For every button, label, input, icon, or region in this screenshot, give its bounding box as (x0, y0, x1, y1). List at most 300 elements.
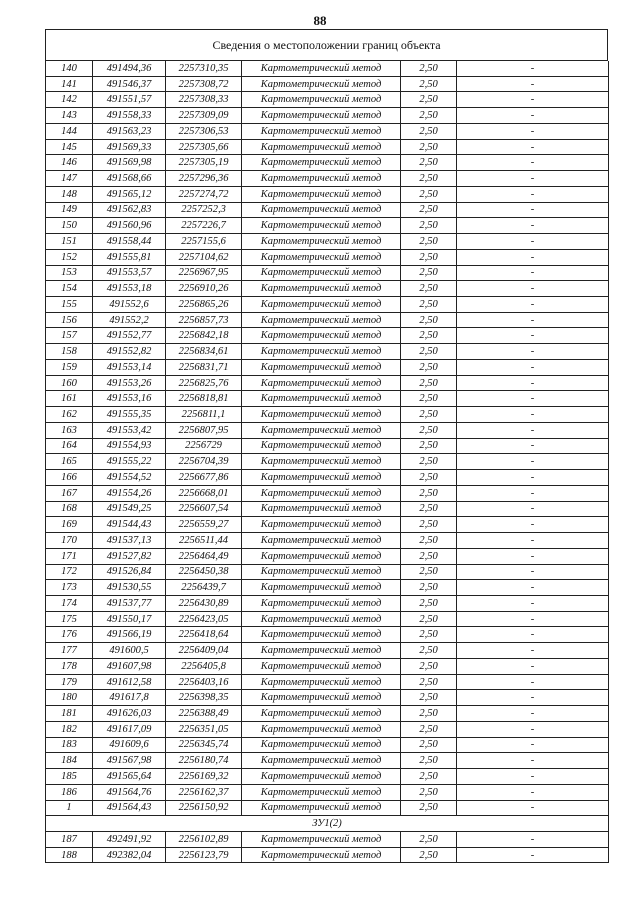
table-row (46, 627, 609, 643)
point-number-cell: 146 (46, 155, 93, 171)
point-number-cell: 155 (46, 297, 93, 313)
table-row (46, 344, 609, 360)
description-cell: - (457, 753, 609, 769)
description-cell: - (457, 580, 609, 596)
description-cell: - (457, 234, 609, 250)
description-cell: - (457, 627, 609, 643)
y-coordinate-cell: 2256439,7 (166, 580, 242, 596)
x-coordinate-cell: 491553,57 (93, 265, 166, 281)
y-coordinate-cell: 2256102,89 (166, 831, 242, 847)
x-coordinate-cell: 491563,23 (93, 123, 166, 139)
y-coordinate-cell: 2256831,71 (166, 359, 242, 375)
accuracy-cell: 2,50 (401, 61, 457, 76)
y-coordinate-cell: 2257308,72 (166, 76, 242, 92)
y-coordinate-cell: 2256559,27 (166, 517, 242, 533)
method-cell: Картометрический метод (242, 422, 401, 438)
point-number-cell: 140 (46, 61, 93, 76)
method-cell: Картометрический метод (242, 784, 401, 800)
table-row (46, 155, 609, 171)
accuracy-cell: 2,50 (401, 674, 457, 690)
method-cell: Картометрический метод (242, 171, 401, 187)
description-cell: - (457, 706, 609, 722)
x-coordinate-cell: 491549,25 (93, 501, 166, 517)
method-cell: Картометрический метод (242, 753, 401, 769)
point-number-cell: 148 (46, 186, 93, 202)
point-number-cell: 182 (46, 721, 93, 737)
description-cell: - (457, 407, 609, 423)
x-coordinate-cell: 491617,8 (93, 690, 166, 706)
x-coordinate-cell: 491565,64 (93, 769, 166, 785)
description-cell: - (457, 721, 609, 737)
table-row (46, 123, 609, 139)
description-cell: - (457, 784, 609, 800)
point-number-cell: 188 (46, 847, 93, 863)
table-row (46, 533, 609, 549)
y-coordinate-cell: 2257309,09 (166, 108, 242, 124)
table-row (46, 139, 609, 155)
point-number-cell: 166 (46, 470, 93, 486)
method-cell: Картометрический метод (242, 328, 401, 344)
table-row (46, 265, 609, 281)
y-coordinate-cell: 2256423,05 (166, 611, 242, 627)
table-row (46, 454, 609, 470)
y-coordinate-cell: 2256351,05 (166, 721, 242, 737)
y-coordinate-cell: 2256607,54 (166, 501, 242, 517)
description-cell: - (457, 76, 609, 92)
accuracy-cell: 2,50 (401, 123, 457, 139)
accuracy-cell: 2,50 (401, 784, 457, 800)
table-row (46, 595, 609, 611)
table-row (46, 784, 609, 800)
accuracy-cell: 2,50 (401, 234, 457, 250)
point-number-cell: 156 (46, 312, 93, 328)
accuracy-cell: 2,50 (401, 139, 457, 155)
table-row (46, 737, 609, 753)
coordinates-table (45, 61, 609, 863)
accuracy-cell: 2,50 (401, 595, 457, 611)
description-cell: - (457, 61, 609, 76)
y-coordinate-cell: 2256967,95 (166, 265, 242, 281)
method-cell: Картометрический метод (242, 407, 401, 423)
method-cell: Картометрический метод (242, 548, 401, 564)
accuracy-cell: 2,50 (401, 548, 457, 564)
method-cell: Картометрический метод (242, 76, 401, 92)
x-coordinate-cell: 491560,96 (93, 218, 166, 234)
accuracy-cell: 2,50 (401, 470, 457, 486)
x-coordinate-cell: 491565,12 (93, 186, 166, 202)
point-number-cell: 157 (46, 328, 93, 344)
x-coordinate-cell: 491609,6 (93, 737, 166, 753)
description-cell: - (457, 171, 609, 187)
x-coordinate-cell: 491558,44 (93, 234, 166, 250)
y-coordinate-cell: 2256729 (166, 438, 242, 454)
method-cell: Картометрический метод (242, 108, 401, 124)
description-cell: - (457, 391, 609, 407)
method-cell: Картометрический метод (242, 281, 401, 297)
x-coordinate-cell: 491600,5 (93, 643, 166, 659)
method-cell: Картометрический метод (242, 312, 401, 328)
description-cell: - (457, 454, 609, 470)
point-number-cell: 144 (46, 123, 93, 139)
x-coordinate-cell: 491569,33 (93, 139, 166, 155)
method-cell: Картометрический метод (242, 297, 401, 313)
description-cell: - (457, 108, 609, 124)
y-coordinate-cell: 2256169,32 (166, 769, 242, 785)
accuracy-cell: 2,50 (401, 249, 457, 265)
accuracy-cell: 2,50 (401, 831, 457, 847)
point-number-cell: 149 (46, 202, 93, 218)
table-row (46, 171, 609, 187)
description-cell: - (457, 218, 609, 234)
accuracy-cell: 2,50 (401, 76, 457, 92)
accuracy-cell: 2,50 (401, 359, 457, 375)
accuracy-cell: 2,50 (401, 391, 457, 407)
y-coordinate-cell: 2256857,73 (166, 312, 242, 328)
point-number-cell: 172 (46, 564, 93, 580)
accuracy-cell: 2,50 (401, 501, 457, 517)
x-coordinate-cell: 491550,17 (93, 611, 166, 627)
method-cell: Картометрический метод (242, 658, 401, 674)
description-cell: - (457, 485, 609, 501)
y-coordinate-cell: 2256834,61 (166, 344, 242, 360)
method-cell: Картометрический метод (242, 344, 401, 360)
point-number-cell: 164 (46, 438, 93, 454)
description-cell: - (457, 611, 609, 627)
table-row (46, 611, 609, 627)
accuracy-cell: 2,50 (401, 533, 457, 549)
table-row (46, 312, 609, 328)
description-cell: - (457, 422, 609, 438)
accuracy-cell: 2,50 (401, 580, 457, 596)
method-cell: Картометрический метод (242, 627, 401, 643)
point-number-cell: 160 (46, 375, 93, 391)
point-number-cell: 175 (46, 611, 93, 627)
description-cell: - (457, 92, 609, 108)
description-cell: - (457, 595, 609, 611)
method-cell: Картометрический метод (242, 234, 401, 250)
y-coordinate-cell: 2256807,95 (166, 422, 242, 438)
x-coordinate-cell: 491607,98 (93, 658, 166, 674)
x-coordinate-cell: 492382,04 (93, 847, 166, 863)
method-cell: Картометрический метод (242, 847, 401, 863)
method-cell: Картометрический метод (242, 517, 401, 533)
y-coordinate-cell: 2256345,74 (166, 737, 242, 753)
accuracy-cell: 2,50 (401, 108, 457, 124)
method-cell: Картометрический метод (242, 249, 401, 265)
table-row (46, 470, 609, 486)
table-row (46, 407, 609, 423)
table-row (46, 108, 609, 124)
description-cell: - (457, 800, 609, 816)
x-coordinate-cell: 491552,82 (93, 344, 166, 360)
table-row (46, 706, 609, 722)
description-cell: - (457, 328, 609, 344)
accuracy-cell: 2,50 (401, 721, 457, 737)
document-sheet (45, 29, 608, 863)
x-coordinate-cell: 491553,18 (93, 281, 166, 297)
point-number-cell: 183 (46, 737, 93, 753)
table-row (46, 800, 609, 816)
method-cell: Картометрический метод (242, 595, 401, 611)
y-coordinate-cell: 2256842,18 (166, 328, 242, 344)
point-number-cell: 180 (46, 690, 93, 706)
accuracy-cell: 2,50 (401, 265, 457, 281)
description-cell: - (457, 737, 609, 753)
accuracy-cell: 2,50 (401, 454, 457, 470)
y-coordinate-cell: 2257305,66 (166, 139, 242, 155)
table-row (46, 438, 609, 454)
description-cell: - (457, 831, 609, 847)
accuracy-cell: 2,50 (401, 690, 457, 706)
table-row (46, 517, 609, 533)
y-coordinate-cell: 2256464,49 (166, 548, 242, 564)
y-coordinate-cell: 2257308,33 (166, 92, 242, 108)
section-label: ЗУ1(2) (46, 816, 609, 832)
description-cell: - (457, 312, 609, 328)
description-cell: - (457, 359, 609, 375)
y-coordinate-cell: 2257252,3 (166, 202, 242, 218)
point-number-cell: 181 (46, 706, 93, 722)
description-cell: - (457, 769, 609, 785)
y-coordinate-cell: 2257310,35 (166, 61, 242, 76)
table-title: Сведения о местоположении границ объекта (45, 29, 608, 61)
method-cell: Картометрический метод (242, 155, 401, 171)
description-cell: - (457, 564, 609, 580)
description-cell: - (457, 265, 609, 281)
x-coordinate-cell: 491553,42 (93, 422, 166, 438)
description-cell: - (457, 501, 609, 517)
table-row (46, 690, 609, 706)
method-cell: Картометрический метод (242, 123, 401, 139)
description-cell: - (457, 123, 609, 139)
table-row (46, 234, 609, 250)
point-number-cell: 185 (46, 769, 93, 785)
table-row (46, 375, 609, 391)
x-coordinate-cell: 491552,77 (93, 328, 166, 344)
point-number-cell: 150 (46, 218, 93, 234)
x-coordinate-cell: 491555,22 (93, 454, 166, 470)
x-coordinate-cell: 491554,26 (93, 485, 166, 501)
y-coordinate-cell: 2256405,8 (166, 658, 242, 674)
accuracy-cell: 2,50 (401, 658, 457, 674)
table-row (46, 391, 609, 407)
y-coordinate-cell: 2256704,39 (166, 454, 242, 470)
y-coordinate-cell: 2256150,92 (166, 800, 242, 816)
table-row (46, 297, 609, 313)
accuracy-cell: 2,50 (401, 564, 457, 580)
x-coordinate-cell: 491552,2 (93, 312, 166, 328)
y-coordinate-cell: 2257155,6 (166, 234, 242, 250)
accuracy-cell: 2,50 (401, 312, 457, 328)
y-coordinate-cell: 2256511,44 (166, 533, 242, 549)
x-coordinate-cell: 491569,98 (93, 155, 166, 171)
method-cell: Картометрический метод (242, 92, 401, 108)
x-coordinate-cell: 491562,83 (93, 202, 166, 218)
accuracy-cell: 2,50 (401, 847, 457, 863)
y-coordinate-cell: 2257226,7 (166, 218, 242, 234)
x-coordinate-cell: 492491,92 (93, 831, 166, 847)
point-number-cell: 158 (46, 344, 93, 360)
method-cell: Картометрический метод (242, 769, 401, 785)
y-coordinate-cell: 2257306,53 (166, 123, 242, 139)
table-row (46, 202, 609, 218)
accuracy-cell: 2,50 (401, 92, 457, 108)
table-row (46, 328, 609, 344)
point-number-cell: 186 (46, 784, 93, 800)
x-coordinate-cell: 491555,35 (93, 407, 166, 423)
section-header (46, 816, 609, 832)
table-row (46, 548, 609, 564)
method-cell: Картометрический метод (242, 202, 401, 218)
accuracy-cell: 2,50 (401, 769, 457, 785)
accuracy-cell: 2,50 (401, 186, 457, 202)
x-coordinate-cell: 491537,77 (93, 595, 166, 611)
point-number-cell: 168 (46, 501, 93, 517)
x-coordinate-cell: 491554,52 (93, 470, 166, 486)
y-coordinate-cell: 2257305,19 (166, 155, 242, 171)
y-coordinate-cell: 2256398,35 (166, 690, 242, 706)
description-cell: - (457, 438, 609, 454)
point-number-cell: 142 (46, 92, 93, 108)
y-coordinate-cell: 2256180,74 (166, 753, 242, 769)
description-cell: - (457, 643, 609, 659)
table-row (46, 753, 609, 769)
description-cell: - (457, 517, 609, 533)
x-coordinate-cell: 491612,58 (93, 674, 166, 690)
method-cell: Картометрический метод (242, 690, 401, 706)
x-coordinate-cell: 491626,03 (93, 706, 166, 722)
point-number-cell: 141 (46, 76, 93, 92)
x-coordinate-cell: 491553,14 (93, 359, 166, 375)
method-cell: Картометрический метод (242, 501, 401, 517)
point-number-cell: 179 (46, 674, 93, 690)
method-cell: Картометрический метод (242, 533, 401, 549)
method-cell: Картометрический метод (242, 61, 401, 76)
x-coordinate-cell: 491564,43 (93, 800, 166, 816)
method-cell: Картометрический метод (242, 706, 401, 722)
table-row (46, 674, 609, 690)
y-coordinate-cell: 2256162,37 (166, 784, 242, 800)
method-cell: Картометрический метод (242, 375, 401, 391)
accuracy-cell: 2,50 (401, 297, 457, 313)
point-number-cell: 147 (46, 171, 93, 187)
method-cell: Картометрический метод (242, 800, 401, 816)
method-cell: Картометрический метод (242, 643, 401, 659)
table-row (46, 249, 609, 265)
point-number-cell: 143 (46, 108, 93, 124)
table-row (46, 186, 609, 202)
description-cell: - (457, 548, 609, 564)
point-number-cell: 184 (46, 753, 93, 769)
point-number-cell: 173 (46, 580, 93, 596)
accuracy-cell: 2,50 (401, 517, 457, 533)
y-coordinate-cell: 2256450,38 (166, 564, 242, 580)
accuracy-cell: 2,50 (401, 422, 457, 438)
y-coordinate-cell: 2256865,26 (166, 297, 242, 313)
accuracy-cell: 2,50 (401, 737, 457, 753)
table-row (46, 485, 609, 501)
method-cell: Картометрический метод (242, 139, 401, 155)
x-coordinate-cell: 491553,26 (93, 375, 166, 391)
accuracy-cell: 2,50 (401, 328, 457, 344)
point-number-cell: 1 (46, 800, 93, 816)
point-number-cell: 171 (46, 548, 93, 564)
description-cell: - (457, 155, 609, 171)
accuracy-cell: 2,50 (401, 485, 457, 501)
point-number-cell: 174 (46, 595, 93, 611)
y-coordinate-cell: 2256677,86 (166, 470, 242, 486)
description-cell: - (457, 249, 609, 265)
accuracy-cell: 2,50 (401, 627, 457, 643)
description-cell: - (457, 375, 609, 391)
table-row (46, 218, 609, 234)
table-row (46, 61, 609, 76)
x-coordinate-cell: 491554,93 (93, 438, 166, 454)
table-row (46, 564, 609, 580)
table-row (46, 281, 609, 297)
x-coordinate-cell: 491537,13 (93, 533, 166, 549)
x-coordinate-cell: 491617,09 (93, 721, 166, 737)
method-cell: Картометрический метод (242, 391, 401, 407)
accuracy-cell: 2,50 (401, 155, 457, 171)
description-cell: - (457, 344, 609, 360)
table-row (46, 643, 609, 659)
point-number-cell: 154 (46, 281, 93, 297)
accuracy-cell: 2,50 (401, 643, 457, 659)
description-cell: - (457, 658, 609, 674)
point-number-cell: 161 (46, 391, 93, 407)
point-number-cell: 163 (46, 422, 93, 438)
x-coordinate-cell: 491552,6 (93, 297, 166, 313)
method-cell: Картометрический метод (242, 265, 401, 281)
description-cell: - (457, 186, 609, 202)
method-cell: Картометрический метод (242, 186, 401, 202)
method-cell: Картометрический метод (242, 359, 401, 375)
accuracy-cell: 2,50 (401, 407, 457, 423)
table-row (46, 831, 609, 847)
table-row (46, 76, 609, 92)
y-coordinate-cell: 2256811,1 (166, 407, 242, 423)
y-coordinate-cell: 2256825,76 (166, 375, 242, 391)
point-number-cell: 178 (46, 658, 93, 674)
table-row (46, 501, 609, 517)
point-number-cell: 187 (46, 831, 93, 847)
y-coordinate-cell: 2257296,36 (166, 171, 242, 187)
accuracy-cell: 2,50 (401, 344, 457, 360)
table-row (46, 721, 609, 737)
point-number-cell: 165 (46, 454, 93, 470)
y-coordinate-cell: 2256388,49 (166, 706, 242, 722)
x-coordinate-cell: 491546,37 (93, 76, 166, 92)
x-coordinate-cell: 491526,84 (93, 564, 166, 580)
accuracy-cell: 2,50 (401, 753, 457, 769)
method-cell: Картометрический метод (242, 485, 401, 501)
point-number-cell: 169 (46, 517, 93, 533)
x-coordinate-cell: 491566,19 (93, 627, 166, 643)
point-number-cell: 170 (46, 533, 93, 549)
accuracy-cell: 2,50 (401, 706, 457, 722)
table-row (46, 422, 609, 438)
point-number-cell: 159 (46, 359, 93, 375)
y-coordinate-cell: 2256123,79 (166, 847, 242, 863)
x-coordinate-cell: 491555,81 (93, 249, 166, 265)
point-number-cell: 152 (46, 249, 93, 265)
method-cell: Картометрический метод (242, 831, 401, 847)
accuracy-cell: 2,50 (401, 218, 457, 234)
description-cell: - (457, 470, 609, 486)
page-number: 88 (313, 13, 327, 28)
y-coordinate-cell: 2257274,72 (166, 186, 242, 202)
